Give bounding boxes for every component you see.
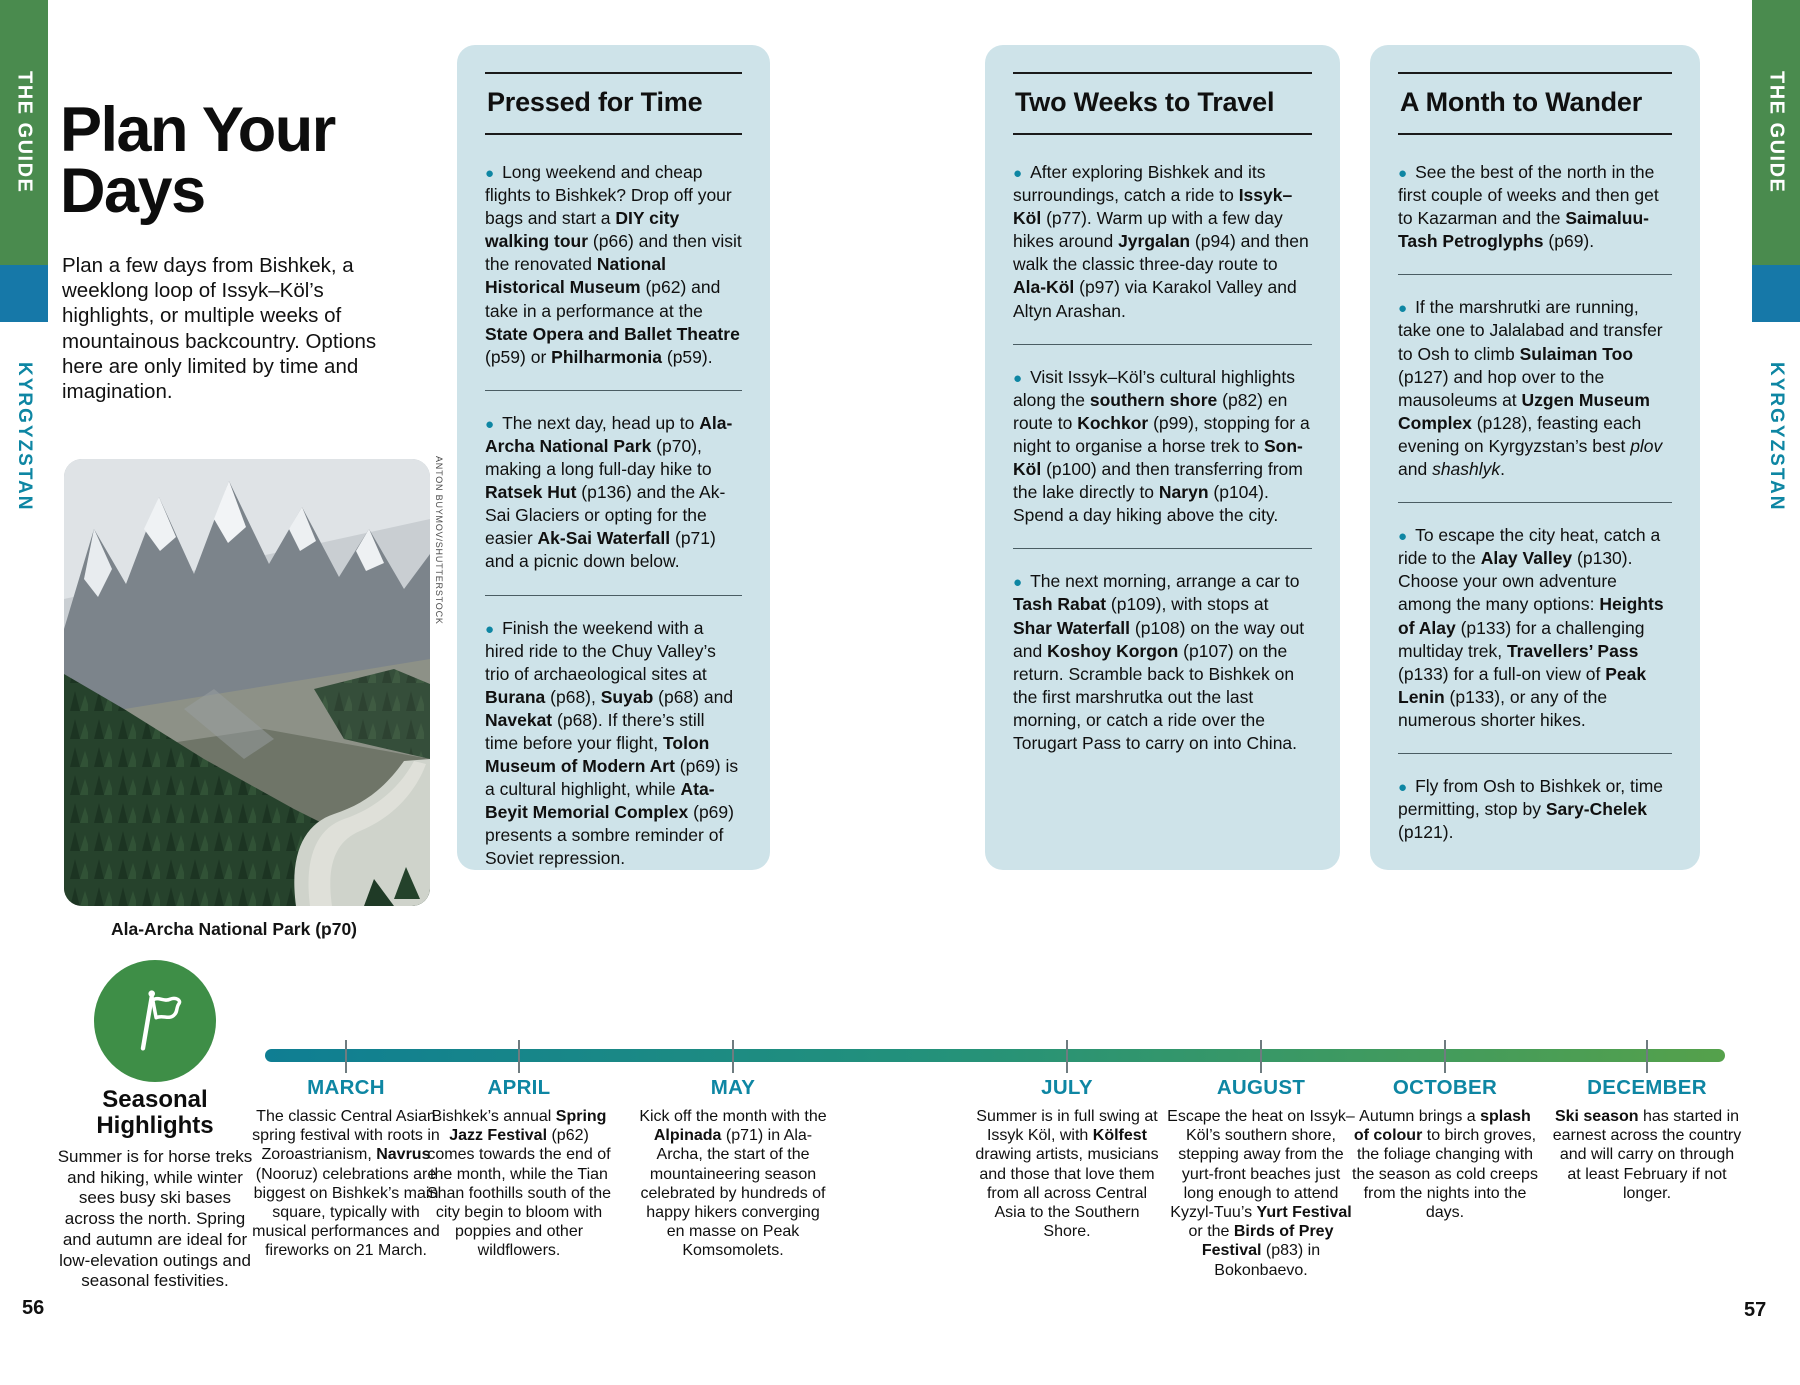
card-header — [485, 72, 742, 135]
left-guide-tab — [0, 0, 48, 265]
month-label: MARCH — [307, 1076, 385, 1099]
right-region-tab — [1752, 332, 1800, 542]
itinerary-bullet: ● The next morning, arrange a car to Tash Rabat (p109), with stops at Shar Waterfall (p108) on the way out and Koshoy Korgon (p107) on the return. Scramble back to Bishkek on the first marshrutka out the last morning, or catch a ride over the Torugart Pass to carry on into China. — [1013, 548, 1312, 755]
right-edge-strip — [1752, 0, 1800, 1385]
timeline-tick — [1066, 1040, 1068, 1073]
left-blue-block — [0, 265, 48, 322]
timeline-month-april — [424, 1040, 614, 1261]
region-tab-label: KYRGYZSTAN — [14, 362, 35, 512]
timeline-tick — [1444, 1040, 1446, 1073]
itinerary-bullet: ● Visit Issyk–Köl’s cultural highlights along the southern shore (p82) en route to Kochkor (p99), stopping for a night to organise a horse trek to Son-Köl (p100) and then transferring from the lake directly to Naryn (p104). Spend a day hiking above the city. — [1013, 344, 1312, 528]
card-title: Pressed for Time — [487, 87, 703, 117]
timeline-month-august — [1166, 1040, 1356, 1280]
card-pressed-for-time — [457, 45, 770, 870]
timeline-month-july — [972, 1040, 1162, 1241]
month-text: Kick off the month with the Alpinada (p71) in Ala-Archa, the start of the mountaineering season celebrated by hundreds of happy hikers converging en masse on Peak Komsomolets. — [639, 1108, 827, 1260]
photo-caption: Ala-Archa National Park (p70) — [110, 919, 358, 939]
page-number-left: 56 — [22, 1297, 45, 1319]
itinerary-bullet: ● Long weekend and cheap flights to Bishkek? Drop off your bags and start a DIY city walking tour (p66) and then visit the renovated National Historical Museum (p62) and take in a performance at the State Opera and Ballet Theatre (p59) or Philharmonia (p59). — [485, 161, 742, 369]
card-body — [457, 135, 770, 871]
month-text: Summer is in full swing at Issyk Köl, with Kölfest drawing artists, musicians and those that love them from all across Central Asia to the Southern Shore. — [975, 1108, 1159, 1241]
right-guide-tab — [1752, 0, 1800, 265]
itinerary-bullet: ● Finish the weekend with a hired ride to the Chuy Valley’s trio of archaeological sites at Burana (p68), Suyab (p68) and Navekat (p68). If there’s still time before your flight, Tolon Museum of Modern Art (p69) is a cultural highlight, while Ata-Beyit Memorial Complex (p69) presents a sombre reminder of Soviet repression. — [485, 595, 742, 871]
month-text: Autumn brings a splash of colour to birch groves, the foliage changing with the season as cold creeps from the nights into the days. — [1352, 1108, 1538, 1221]
page-title: Plan Your Days — [60, 95, 335, 227]
month-label: MAY — [710, 1076, 756, 1099]
card-a-month-to-wander — [1370, 45, 1700, 870]
itinerary-bullet: ● See the best of the north in the first couple of weeks and then get to Kazarman and the Saimaluu-Tash Petroglyphs (p69). — [1398, 161, 1672, 253]
flag-icon — [120, 986, 190, 1056]
mountain-photo-illustration — [64, 459, 430, 906]
itinerary-bullet: ● To escape the city heat, catch a ride to the Alay Valley (p130). Choose your own adventure among the many options: Heights of Alay (p133) for a challenging multiday trek, Travellers’ Pass (p133) for a full-on view of Peak Lenin (p133), or any of the numerous shorter hikes. — [1398, 502, 1672, 732]
card-body — [1370, 135, 1700, 844]
seasonal-highlights-heading: Seasonal Highlights — [96, 1086, 214, 1140]
card-header — [1398, 72, 1672, 135]
timeline-tick — [518, 1040, 520, 1073]
itinerary-bullet: ● Fly from Osh to Bishkek or, time permitting, stop by Sary-Chelek (p121). — [1398, 753, 1672, 844]
itinerary-bullet: ● If the marshrutki are running, take one to Jalalabad and transfer to Osh to climb Sulaiman Too (p127) and hop over to the mausoleums at Uzgen Museum Complex (p128), feasting each evening on Kyrgyzstan’s best plov and shashlyk. — [1398, 274, 1672, 481]
page-number-right: 57 — [1744, 1299, 1767, 1321]
intro-paragraph: Plan a few days from Bishkek, a weeklong loop of Issyk–Köl’s highlights, or multiple weeks of mountainous backcountry. Options here are only limited by time and imagination. — [62, 254, 377, 404]
timeline-tick — [732, 1040, 734, 1073]
timeline-tick — [345, 1040, 347, 1073]
itinerary-bullet: ● After exploring Bishkek and its surroundings, catch a ride to Issyk–Köl (p77). Warm up with a few day hikes around Jyrgalan (p94) and then walk the classic three-day route to Ala-Köl (p97) via Karakol Valley and Altyn Arashan. — [1013, 161, 1312, 323]
timeline-tick — [1646, 1040, 1648, 1073]
timeline-month-december — [1552, 1040, 1742, 1203]
month-label: JULY — [1041, 1076, 1093, 1099]
month-label: APRIL — [487, 1076, 551, 1099]
left-edge-strip — [0, 0, 48, 1385]
month-text: The classic Central Asian spring festival with roots in Zoroastrianism, Navrus (Nooruz) celebrations are biggest on Bishkek’s main square, typically with musical performances and fireworks on 21 March. — [252, 1108, 440, 1260]
month-label: DECEMBER — [1587, 1076, 1707, 1099]
timeline-month-october — [1350, 1040, 1540, 1222]
guide-tab-label: THE GUIDE — [13, 71, 36, 194]
month-text: Ski season has started in earnest across the country and will carry on through at least February if not longer. — [1552, 1108, 1742, 1202]
month-label: AUGUST — [1216, 1076, 1306, 1099]
card-two-weeks-to-travel — [985, 45, 1340, 870]
timeline-month-may — [638, 1040, 828, 1261]
seasonal-highlights-text: Summer is for horse treks and hiking, while winter sees busy ski bases across the north. Spring and autumn are ideal for low-elevation outings and seasonal festivities. — [57, 1147, 253, 1291]
month-text: Bishkek’s annual Spring Jazz Festival (p62) comes towards the end of the month, while the Tian Shan foothills south of the city begin to bloom with poppies and other wildflowers. — [426, 1108, 612, 1260]
itinerary-bullet: ● The next day, head up to Ala-Archa National Park (p70), making a long full-day hike to Ratsek Hut (p136) and the Ak-Sai Glaciers or opting for the easier Ak-Sai Waterfall (p71) and a picnic down below. — [485, 390, 742, 574]
right-blue-block — [1752, 265, 1800, 322]
region-tab-label: KYRGYZSTAN — [1766, 362, 1787, 512]
card-title: A Month to Wander — [1400, 87, 1643, 117]
timeline-tick — [1260, 1040, 1262, 1073]
seasonal-highlights-badge — [94, 960, 216, 1082]
photo-credit: ANTON BUYMOV/SHUTTERSTOCK — [434, 456, 444, 625]
card-header — [1013, 72, 1312, 135]
month-label: OCTOBER — [1392, 1076, 1498, 1099]
card-body — [985, 135, 1340, 755]
month-text: Escape the heat on Issyk–Köl’s southern shore, stepping away from the yurt-front beaches just long enough to attend Kyzyl-Tuu’s Yurt Festival or the Birds of Prey Festival (p83) in Bokonbaevo. — [1167, 1108, 1355, 1279]
left-region-tab — [0, 332, 48, 542]
ala-archa-photo — [64, 459, 430, 906]
timeline-month-march — [251, 1040, 441, 1261]
card-title: Two Weeks to Travel — [1015, 87, 1275, 117]
guide-tab-label: THE GUIDE — [1765, 71, 1788, 194]
